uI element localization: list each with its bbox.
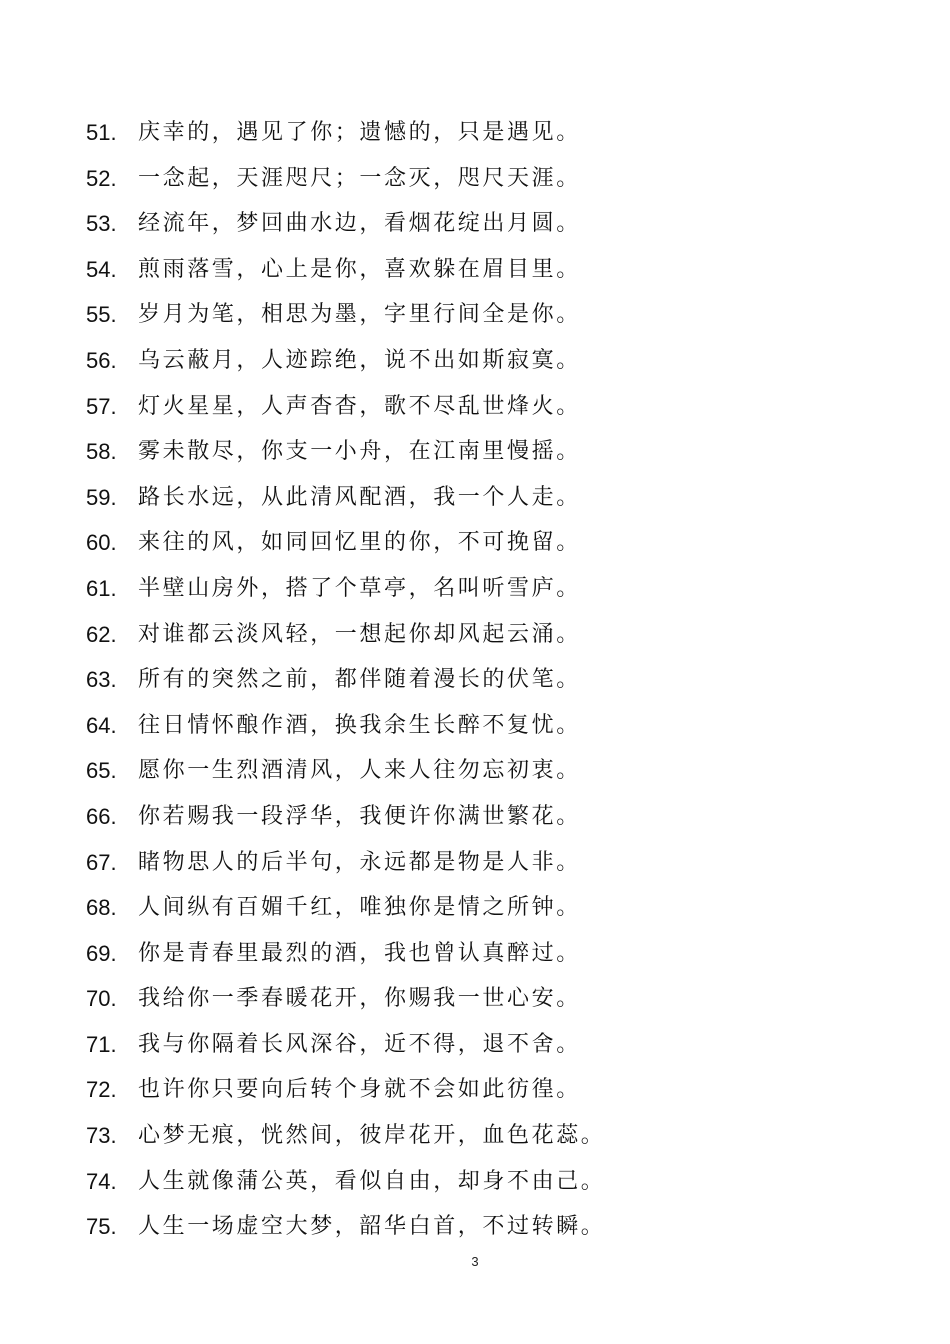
page-number: 3: [471, 1254, 479, 1269]
item-number: 70.: [86, 986, 117, 1012]
list-item: [86, 292, 886, 338]
item-number: 60.: [86, 530, 117, 556]
list-item: [86, 201, 886, 247]
item-number: 63.: [86, 667, 117, 693]
item-number: 59.: [86, 484, 117, 510]
item-number: 51.: [86, 120, 117, 145]
item-number: 74.: [86, 1168, 117, 1194]
item-number: 65.: [86, 758, 117, 784]
list-item: [86, 1159, 886, 1205]
item-text: 往日情怀酿作酒，换我余生长醉不复忧。: [138, 712, 581, 738]
list-item: [86, 931, 886, 977]
list-item: [86, 1113, 886, 1159]
item-number: 71.: [86, 1031, 117, 1057]
item-text: 来往的风，如同回忆里的你，不可挽留。: [138, 530, 581, 556]
item-number: 73.: [86, 1123, 117, 1149]
list-item: [86, 566, 886, 612]
item-number: 58.: [86, 439, 117, 465]
item-text: 路长水远，从此清风配酒，我一个人走。: [138, 484, 581, 510]
item-text: 对谁都云淡风轻，一想起你却风起云涌。: [138, 621, 581, 647]
list-item: [86, 110, 886, 156]
list-item: [86, 976, 886, 1022]
item-number: 66.: [86, 803, 117, 829]
item-number: 67.: [86, 849, 117, 875]
list-item: [86, 247, 886, 293]
item-text: 一念起，天涯咫尺；一念灭，咫尺天涯。: [138, 165, 581, 191]
list-item: [86, 1204, 886, 1250]
list-item: [86, 475, 886, 521]
item-number: 53.: [86, 211, 117, 237]
item-text: 半壁山房外，搭了个草亭，名叫听雪庐。: [138, 575, 581, 601]
list-item: [86, 338, 886, 384]
item-number: 75.: [86, 1214, 117, 1240]
item-text: 经流年，梦回曲水边，看烟花绽出月圆。: [138, 211, 581, 237]
item-text: 睹物思人的后半句，永远都是物是人非。: [138, 849, 581, 875]
list-item: [86, 840, 886, 886]
item-text: 心梦无痕，恍然间，彼岸花开，血色花蕊。: [138, 1123, 606, 1149]
list-item: [86, 429, 886, 475]
quote-list: [86, 110, 886, 1250]
item-text: 人生就像蒲公英，看似自由，却身不由己。: [138, 1168, 606, 1194]
list-item: [86, 794, 886, 840]
list-item: [86, 384, 886, 430]
item-number: 72.: [86, 1077, 117, 1103]
list-item: [86, 885, 886, 931]
list-item: [86, 703, 886, 749]
item-text: 愿你一生烈酒清风，人来人往勿忘初衷。: [138, 758, 581, 784]
item-number: 61.: [86, 575, 117, 601]
item-text: 庆幸的，遇见了你；遗憾的，只是遇见。: [138, 120, 581, 145]
item-text: 岁月为笔，相思为墨，字里行间全是你。: [138, 302, 581, 328]
list-item: [86, 657, 886, 703]
item-text: 乌云蔽月，人迹踪绝，说不出如斯寂寞。: [138, 347, 581, 373]
item-number: 55.: [86, 302, 117, 328]
item-number: 57.: [86, 393, 117, 419]
list-item: [86, 1067, 886, 1113]
item-text: 灯火星星，人声杳杳，歌不尽乱世烽火。: [138, 393, 581, 419]
list-item: [86, 748, 886, 794]
item-number: 52.: [86, 165, 117, 191]
item-text: 也许你只要向后转个身就不会如此彷徨。: [138, 1077, 581, 1103]
item-text: 人间纵有百媚千红，唯独你是情之所钟。: [138, 895, 581, 921]
item-text: 我给你一季春暖花开，你赐我一世心安。: [138, 986, 581, 1012]
item-text: 雾未散尽，你支一小舟，在江南里慢摇。: [138, 439, 581, 465]
item-number: 69.: [86, 940, 117, 966]
item-number: 68.: [86, 895, 117, 921]
item-text: 所有的突然之前，都伴随着漫长的伏笔。: [138, 667, 581, 693]
item-number: 56.: [86, 347, 117, 373]
item-text: 煎雨落雪，心上是你，喜欢躲在眉目里。: [138, 256, 581, 282]
list-item: [86, 1022, 886, 1068]
item-text: 人生一场虚空大梦，韶华白首，不过转瞬。: [138, 1214, 606, 1240]
list-item: [86, 156, 886, 202]
item-number: 62.: [86, 621, 117, 647]
item-text: 我与你隔着长风深谷，近不得，退不舍。: [138, 1031, 581, 1057]
list-item: [86, 520, 886, 566]
item-text: 你若赐我一段浮华，我便许你满世繁花。: [138, 803, 581, 829]
item-number: 64.: [86, 712, 117, 738]
list-item: [86, 612, 886, 658]
item-text: 你是青春里最烈的酒，我也曾认真醉过。: [138, 940, 581, 966]
item-number: 54.: [86, 256, 117, 282]
